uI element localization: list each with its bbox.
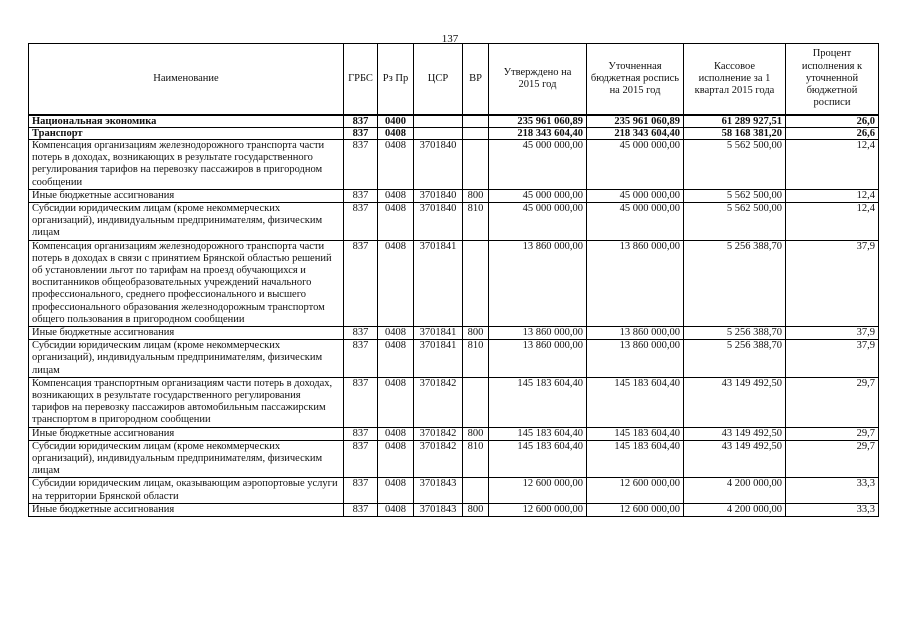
cell-vr: 810 [463, 440, 489, 478]
cell-approved: 13 860 000,00 [489, 340, 587, 378]
table-row [29, 115, 879, 128]
cell-csr: 3701842 [414, 427, 463, 440]
cell-percent: 33,3 [786, 503, 879, 516]
cell-percent: 37,9 [786, 340, 879, 378]
cell-refined: 12 600 000,00 [587, 503, 684, 516]
cell-vr: 810 [463, 203, 489, 241]
cell-name: Транспорт [29, 128, 344, 140]
table-row [29, 203, 879, 241]
cell-approved: 145 183 604,40 [489, 377, 587, 427]
cell-rzpr: 0408 [378, 189, 414, 202]
col-header-rzpr: Рз Пр [378, 44, 414, 116]
cell-csr: 3701840 [414, 203, 463, 241]
cell-csr: 3701843 [414, 478, 463, 503]
cell-approved: 13 860 000,00 [489, 240, 587, 326]
cell-grbs: 837 [344, 240, 378, 326]
cell-percent: 26,6 [786, 128, 879, 140]
cell-csr: 3701841 [414, 340, 463, 378]
cell-name: Национальная экономика [29, 115, 344, 128]
cell-cash: 5 562 500,00 [684, 189, 786, 202]
cell-name: Компенсация транспортным организациям части потерь в доходах, возникающих в результате государственного регулирования тарифов на перевозку пассажиров автомобильным пассажирским транспортом в пригородном сообщении [29, 377, 344, 427]
col-header-name: Наименование [29, 44, 344, 116]
cell-rzpr: 0400 [378, 115, 414, 128]
table-row [29, 128, 879, 140]
cell-approved: 12 600 000,00 [489, 503, 587, 516]
table-row [29, 478, 879, 503]
cell-rzpr: 0408 [378, 140, 414, 190]
cell-csr: 3701841 [414, 327, 463, 340]
cell-csr [414, 128, 463, 140]
cell-approved: 45 000 000,00 [489, 203, 587, 241]
cell-csr: 3701843 [414, 503, 463, 516]
cell-grbs: 837 [344, 115, 378, 128]
cell-cash: 58 168 381,20 [684, 128, 786, 140]
cell-approved: 45 000 000,00 [489, 140, 587, 190]
cell-grbs: 837 [344, 427, 378, 440]
cell-name: Субсидии юридическим лицам (кроме некоммерческих организаций), индивидуальным предпринимателям, физическим лицам [29, 203, 344, 241]
cell-rzpr: 0408 [378, 478, 414, 503]
cell-percent: 29,7 [786, 377, 879, 427]
cell-name: Иные бюджетные ассигнования [29, 189, 344, 202]
cell-rzpr: 0408 [378, 327, 414, 340]
cell-csr: 3701842 [414, 377, 463, 427]
cell-grbs: 837 [344, 128, 378, 140]
cell-csr [414, 115, 463, 128]
cell-cash: 5 562 500,00 [684, 140, 786, 190]
cell-percent: 33,3 [786, 478, 879, 503]
cell-cash: 5 256 388,70 [684, 327, 786, 340]
cell-percent: 12,4 [786, 203, 879, 241]
table-row [29, 427, 879, 440]
cell-vr [463, 478, 489, 503]
budget-table [28, 43, 879, 517]
table-row [29, 240, 879, 326]
cell-name: Иные бюджетные ассигнования [29, 327, 344, 340]
col-header-approved: Утверждено на 2015 год [489, 44, 587, 116]
cell-vr: 800 [463, 503, 489, 516]
cell-vr: 800 [463, 189, 489, 202]
cell-percent: 37,9 [786, 327, 879, 340]
cell-vr [463, 128, 489, 140]
cell-cash: 4 200 000,00 [684, 478, 786, 503]
cell-name: Иные бюджетные ассигнования [29, 503, 344, 516]
cell-percent: 37,9 [786, 240, 879, 326]
col-header-csr: ЦСР [414, 44, 463, 116]
cell-approved: 235 961 060,89 [489, 115, 587, 128]
col-header-cash: Кассовое исполнение за 1 квартал 2015 года [684, 44, 786, 116]
cell-name: Компенсация организациям железнодорожного транспорта части потерь в доходах в связи с принятием Брянской областью решений об установлении льгот по тарифам на проезд обучающихся и воспитанников общеобразовательных учреждений начального профессионального, среднего профессионального и высшего профессионального образования железнодорожным транспортом общего пользования в пригородном сообщении [29, 240, 344, 326]
col-header-percent: Процент исполнения к уточненной бюджетной росписи [786, 44, 879, 116]
cell-refined: 145 183 604,40 [587, 377, 684, 427]
cell-percent: 26,0 [786, 115, 879, 128]
cell-vr: 800 [463, 427, 489, 440]
cell-rzpr: 0408 [378, 240, 414, 326]
cell-percent: 29,7 [786, 427, 879, 440]
cell-approved: 145 183 604,40 [489, 440, 587, 478]
cell-percent: 29,7 [786, 440, 879, 478]
page-number: 137 [441, 33, 459, 45]
cell-vr [463, 377, 489, 427]
cell-percent: 12,4 [786, 189, 879, 202]
cell-grbs: 837 [344, 440, 378, 478]
cell-refined: 45 000 000,00 [587, 203, 684, 241]
cell-cash: 5 562 500,00 [684, 203, 786, 241]
cell-rzpr: 0408 [378, 503, 414, 516]
cell-rzpr: 0408 [378, 203, 414, 241]
cell-grbs: 837 [344, 503, 378, 516]
cell-name: Субсидии юридическим лицам (кроме некоммерческих организаций), индивидуальным предпринимателям, физическим лицам [29, 340, 344, 378]
cell-approved: 45 000 000,00 [489, 189, 587, 202]
cell-rzpr: 0408 [378, 128, 414, 140]
cell-csr: 3701840 [414, 140, 463, 190]
cell-approved: 13 860 000,00 [489, 327, 587, 340]
table-row [29, 340, 879, 378]
col-header-vr: ВР [463, 44, 489, 116]
col-header-grbs: ГРБС [344, 44, 378, 116]
cell-grbs: 837 [344, 478, 378, 503]
table-row [29, 377, 879, 427]
cell-vr [463, 240, 489, 326]
cell-name: Компенсация организациям железнодорожного транспорта части потерь в доходах, возникающих в результате государственного регулирования тарифов на перевозку пассажиров в пригородном сообщении [29, 140, 344, 190]
cell-refined: 45 000 000,00 [587, 189, 684, 202]
cell-cash: 5 256 388,70 [684, 340, 786, 378]
cell-csr: 3701841 [414, 240, 463, 326]
cell-refined: 13 860 000,00 [587, 327, 684, 340]
cell-rzpr: 0408 [378, 427, 414, 440]
cell-grbs: 837 [344, 340, 378, 378]
cell-vr: 800 [463, 327, 489, 340]
cell-csr: 3701842 [414, 440, 463, 478]
cell-name: Субсидии юридическим лицам (кроме некоммерческих организаций), индивидуальным предпринимателям, физическим лицам [29, 440, 344, 478]
cell-percent: 12,4 [786, 140, 879, 190]
cell-grbs: 837 [344, 203, 378, 241]
cell-refined: 13 860 000,00 [587, 340, 684, 378]
cell-approved: 218 343 604,40 [489, 128, 587, 140]
cell-grbs: 837 [344, 140, 378, 190]
table-row [29, 189, 879, 202]
cell-csr: 3701840 [414, 189, 463, 202]
table-row [29, 440, 879, 478]
cell-approved: 145 183 604,40 [489, 427, 587, 440]
table-row [29, 327, 879, 340]
cell-name: Иные бюджетные ассигнования [29, 427, 344, 440]
cell-grbs: 837 [344, 377, 378, 427]
cell-refined: 235 961 060,89 [587, 115, 684, 128]
cell-rzpr: 0408 [378, 440, 414, 478]
cell-refined: 12 600 000,00 [587, 478, 684, 503]
cell-rzpr: 0408 [378, 340, 414, 378]
cell-vr [463, 115, 489, 128]
cell-cash: 43 149 492,50 [684, 440, 786, 478]
cell-cash: 61 289 927,51 [684, 115, 786, 128]
cell-refined: 145 183 604,40 [587, 427, 684, 440]
table-header-row [29, 44, 879, 116]
cell-grbs: 837 [344, 189, 378, 202]
cell-cash: 43 149 492,50 [684, 427, 786, 440]
cell-vr: 810 [463, 340, 489, 378]
cell-cash: 5 256 388,70 [684, 240, 786, 326]
cell-cash: 43 149 492,50 [684, 377, 786, 427]
table-row [29, 140, 879, 190]
cell-refined: 45 000 000,00 [587, 140, 684, 190]
cell-grbs: 837 [344, 327, 378, 340]
cell-refined: 145 183 604,40 [587, 440, 684, 478]
cell-refined: 13 860 000,00 [587, 240, 684, 326]
cell-refined: 218 343 604,40 [587, 128, 684, 140]
cell-approved: 12 600 000,00 [489, 478, 587, 503]
table-row [29, 503, 879, 516]
cell-vr [463, 140, 489, 190]
col-header-refined: Уточненная бюджетная роспись на 2015 год [587, 44, 684, 116]
cell-name: Субсидии юридическим лицам, оказывающим аэропортовые услуги на территории Брянской области [29, 478, 344, 503]
cell-cash: 4 200 000,00 [684, 503, 786, 516]
cell-rzpr: 0408 [378, 377, 414, 427]
